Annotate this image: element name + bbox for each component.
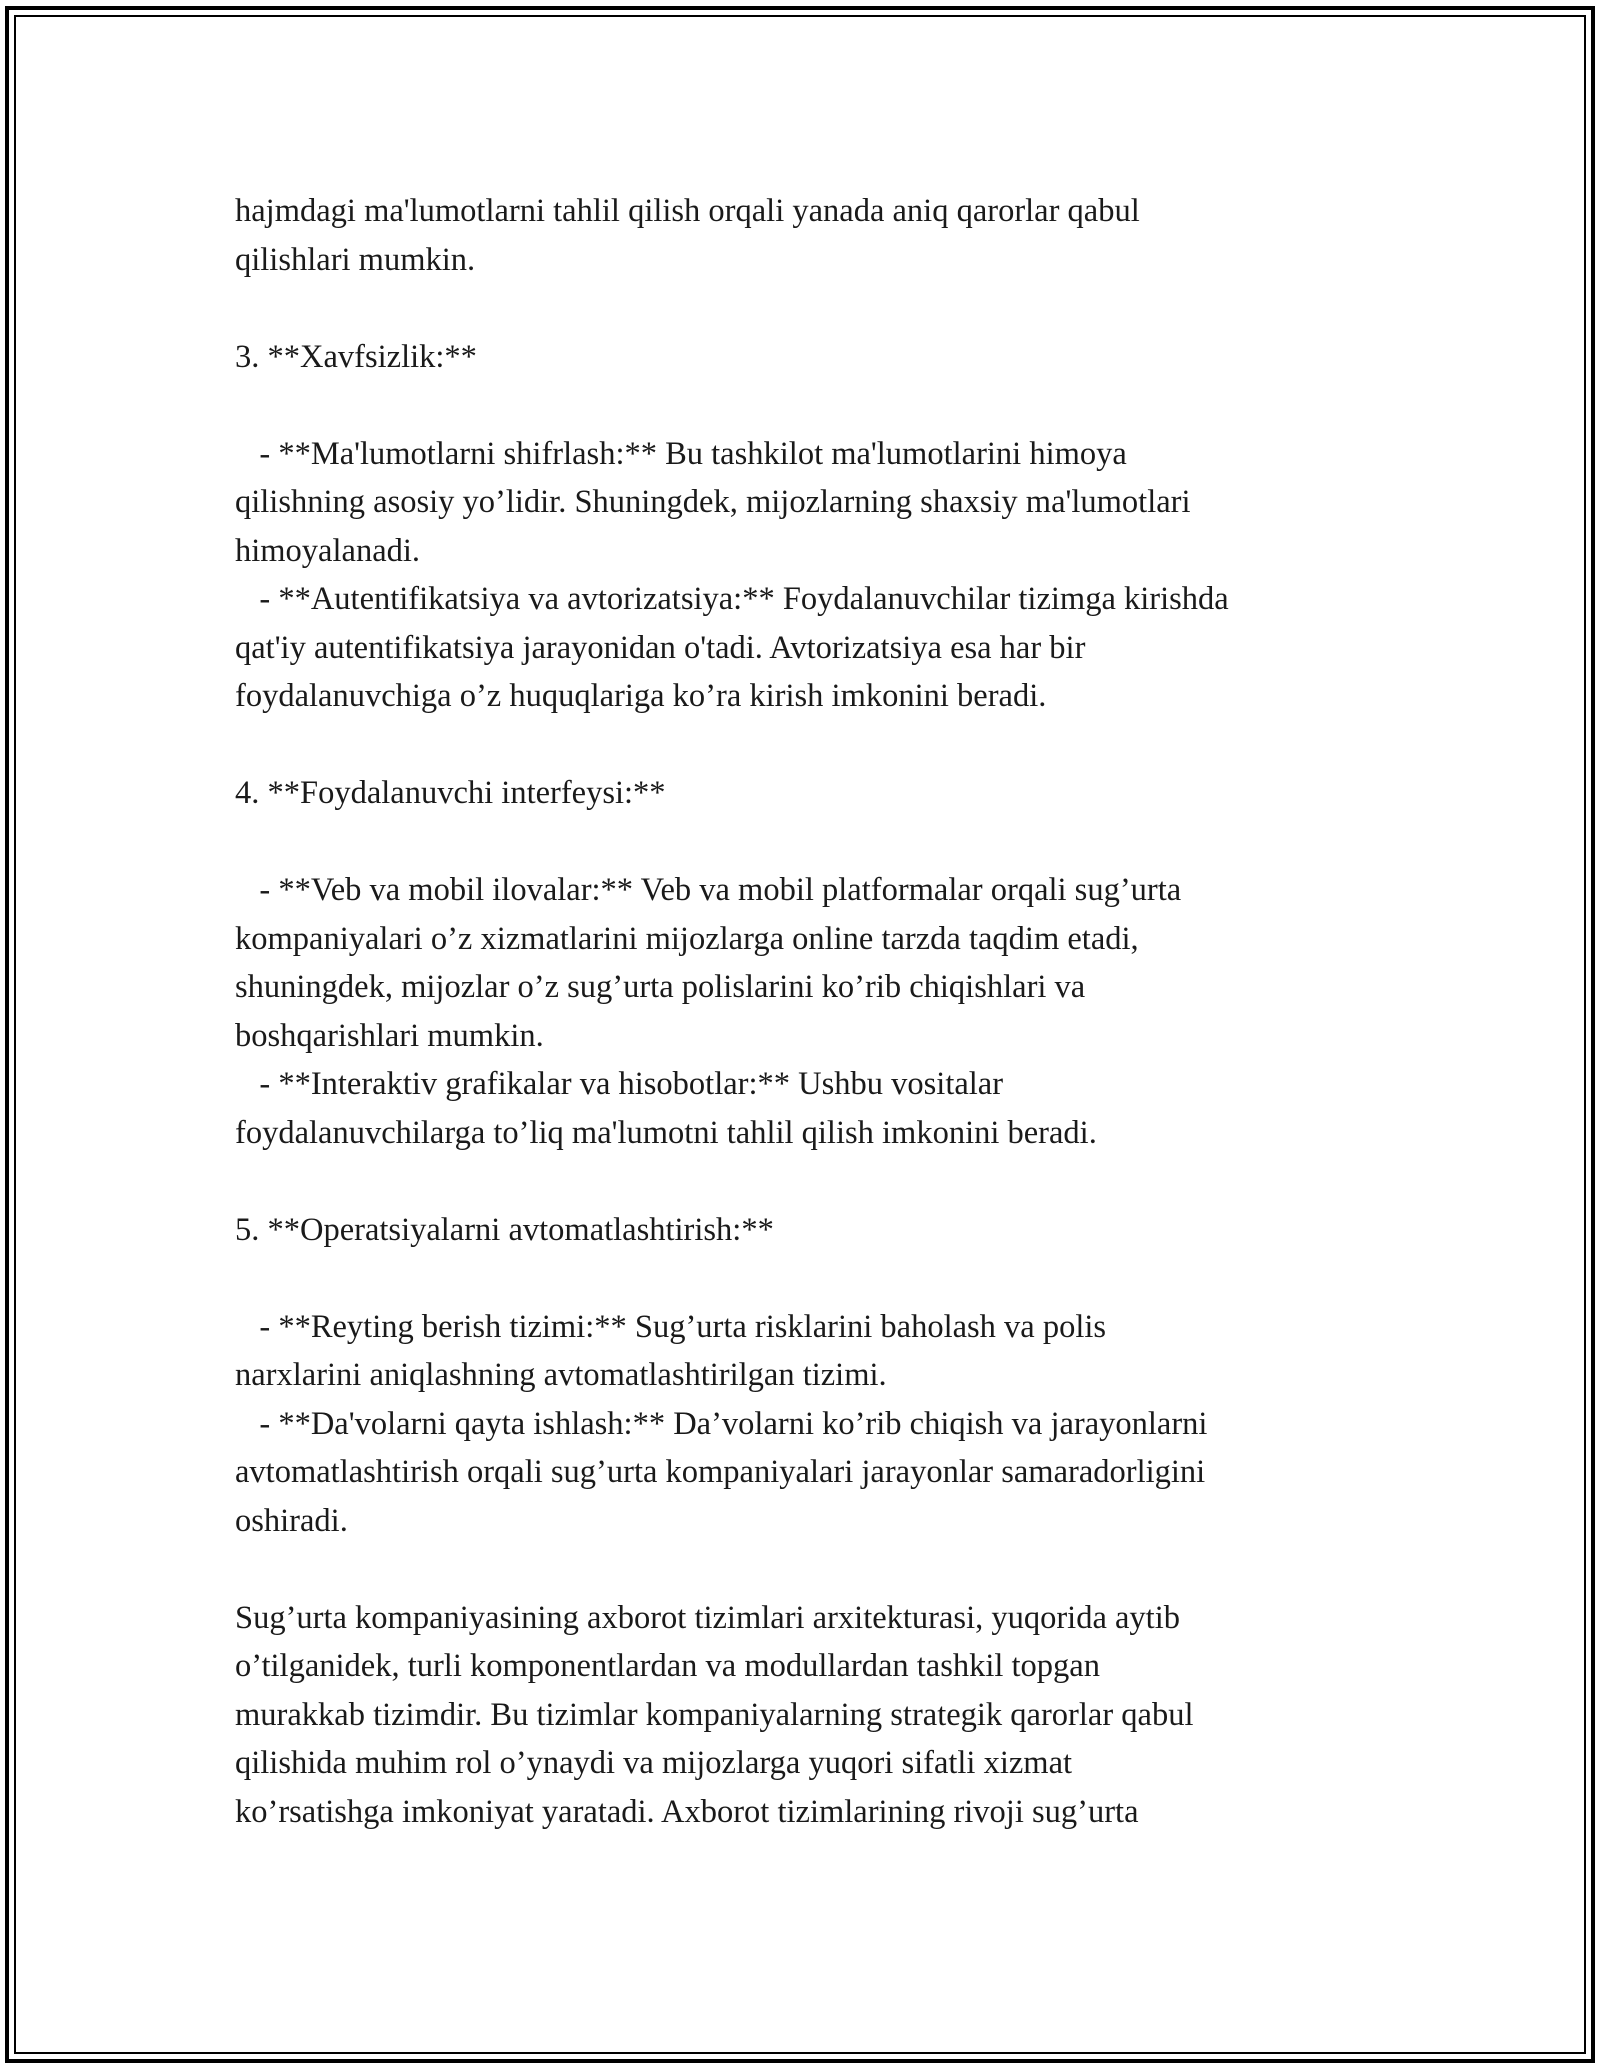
blank-line bbox=[235, 721, 1415, 770]
text-line: narxlarini aniqlashning avtomatlashtirilgan tizimi. bbox=[235, 1357, 887, 1393]
blank-line bbox=[235, 818, 1415, 867]
text-line: - **Veb va mobil ilovalar:** Veb va mobil platformalar orqali sug’urta bbox=[235, 872, 1182, 908]
text-line: himoyalanadi. bbox=[235, 532, 421, 569]
text-line: qilishida muhim rol o’ynaydi va mijozlarga yuqori sifatli xizmat bbox=[235, 1745, 1073, 1781]
blank-line bbox=[235, 1157, 1415, 1206]
text-line: avtomatlashtirish orqali sug’urta kompaniyalari jarayonlar samaradorligini bbox=[235, 1454, 1206, 1490]
text-line: murakkab tizimdir. Bu tizimlar kompaniyalarning strategik qarorlar qabul bbox=[235, 1696, 1194, 1733]
text-line: 3. **Xavfsizlik:** bbox=[235, 338, 477, 375]
text-line: qilishlari mumkin. bbox=[235, 241, 476, 278]
text-line: o’tilganidek, turli komponentlardan va modullardan tashkil topgan bbox=[235, 1648, 1100, 1684]
text-line: ko’rsatishga imkoniyat yaratadi. Axborot tizimlarining rivoji sug’urta bbox=[235, 1793, 1139, 1830]
document-body bbox=[235, 187, 1415, 1836]
text-line: qat'iy autentifikatsiya jarayonidan o'tadi. Avtorizatsiya esa har bir bbox=[235, 629, 1086, 666]
text-line: boshqarishlari mumkin. bbox=[235, 1017, 544, 1054]
text-line: Sug’urta kompaniyasining axborot tizimlari arxitekturasi, yuqorida aytib bbox=[235, 1599, 1180, 1636]
text-line: kompaniyalari o’z xizmatlarini mijozlarga online tarzda taqdim etadi, bbox=[235, 920, 1139, 957]
text-line: 4. **Foydalanuvchi interfeysi:** bbox=[235, 775, 666, 811]
text-line: shuningdek, mijozlar o’z sug’urta polislarini ko’rib chiqishlari va bbox=[235, 969, 1086, 1005]
text-line: foydalanuvchilarga to’liq ma'lumotni tahlil qilish imkonini beradi. bbox=[235, 1114, 1097, 1151]
text-line: - **Autentifikatsiya va avtorizatsiya:** Foydalanuvchilar tizimga kirishda bbox=[235, 581, 1229, 617]
blank-line bbox=[235, 381, 1415, 430]
blank-line bbox=[235, 284, 1415, 333]
text-line: foydalanuvchiga o’z huquqlariga ko’ra kirish imkonini beradi. bbox=[235, 678, 1047, 714]
text-line: 5. **Operatsiyalarni avtomatlashtirish:** bbox=[235, 1211, 774, 1248]
text-line: - **Interaktiv grafikalar va hisobotlar:** Ushbu vositalar bbox=[235, 1066, 1004, 1102]
text-line: hajmdagi ma'lumotlarni tahlil qilish orqali yanada aniq qarorlar qabul bbox=[235, 193, 1140, 229]
text-line: - **Ma'lumotlarni shifrlash:** Bu tashkilot ma'lumotlarini himoya bbox=[235, 435, 1127, 472]
text-line: - **Da'volarni qayta ishlash:** Da’volarni ko’rib chiqish va jarayonlarni bbox=[235, 1405, 1208, 1442]
text-line: oshiradi. bbox=[235, 1502, 348, 1539]
blank-line bbox=[235, 1545, 1415, 1594]
text-line: - **Reyting berish tizimi:** Sug’urta risklarini baholash va polis bbox=[235, 1308, 1107, 1345]
blank-line bbox=[235, 1254, 1415, 1303]
text-line: qilishning asosiy yo’lidir. Shuningdek, mijozlarning shaxsiy ma'lumotlari bbox=[235, 484, 1191, 520]
